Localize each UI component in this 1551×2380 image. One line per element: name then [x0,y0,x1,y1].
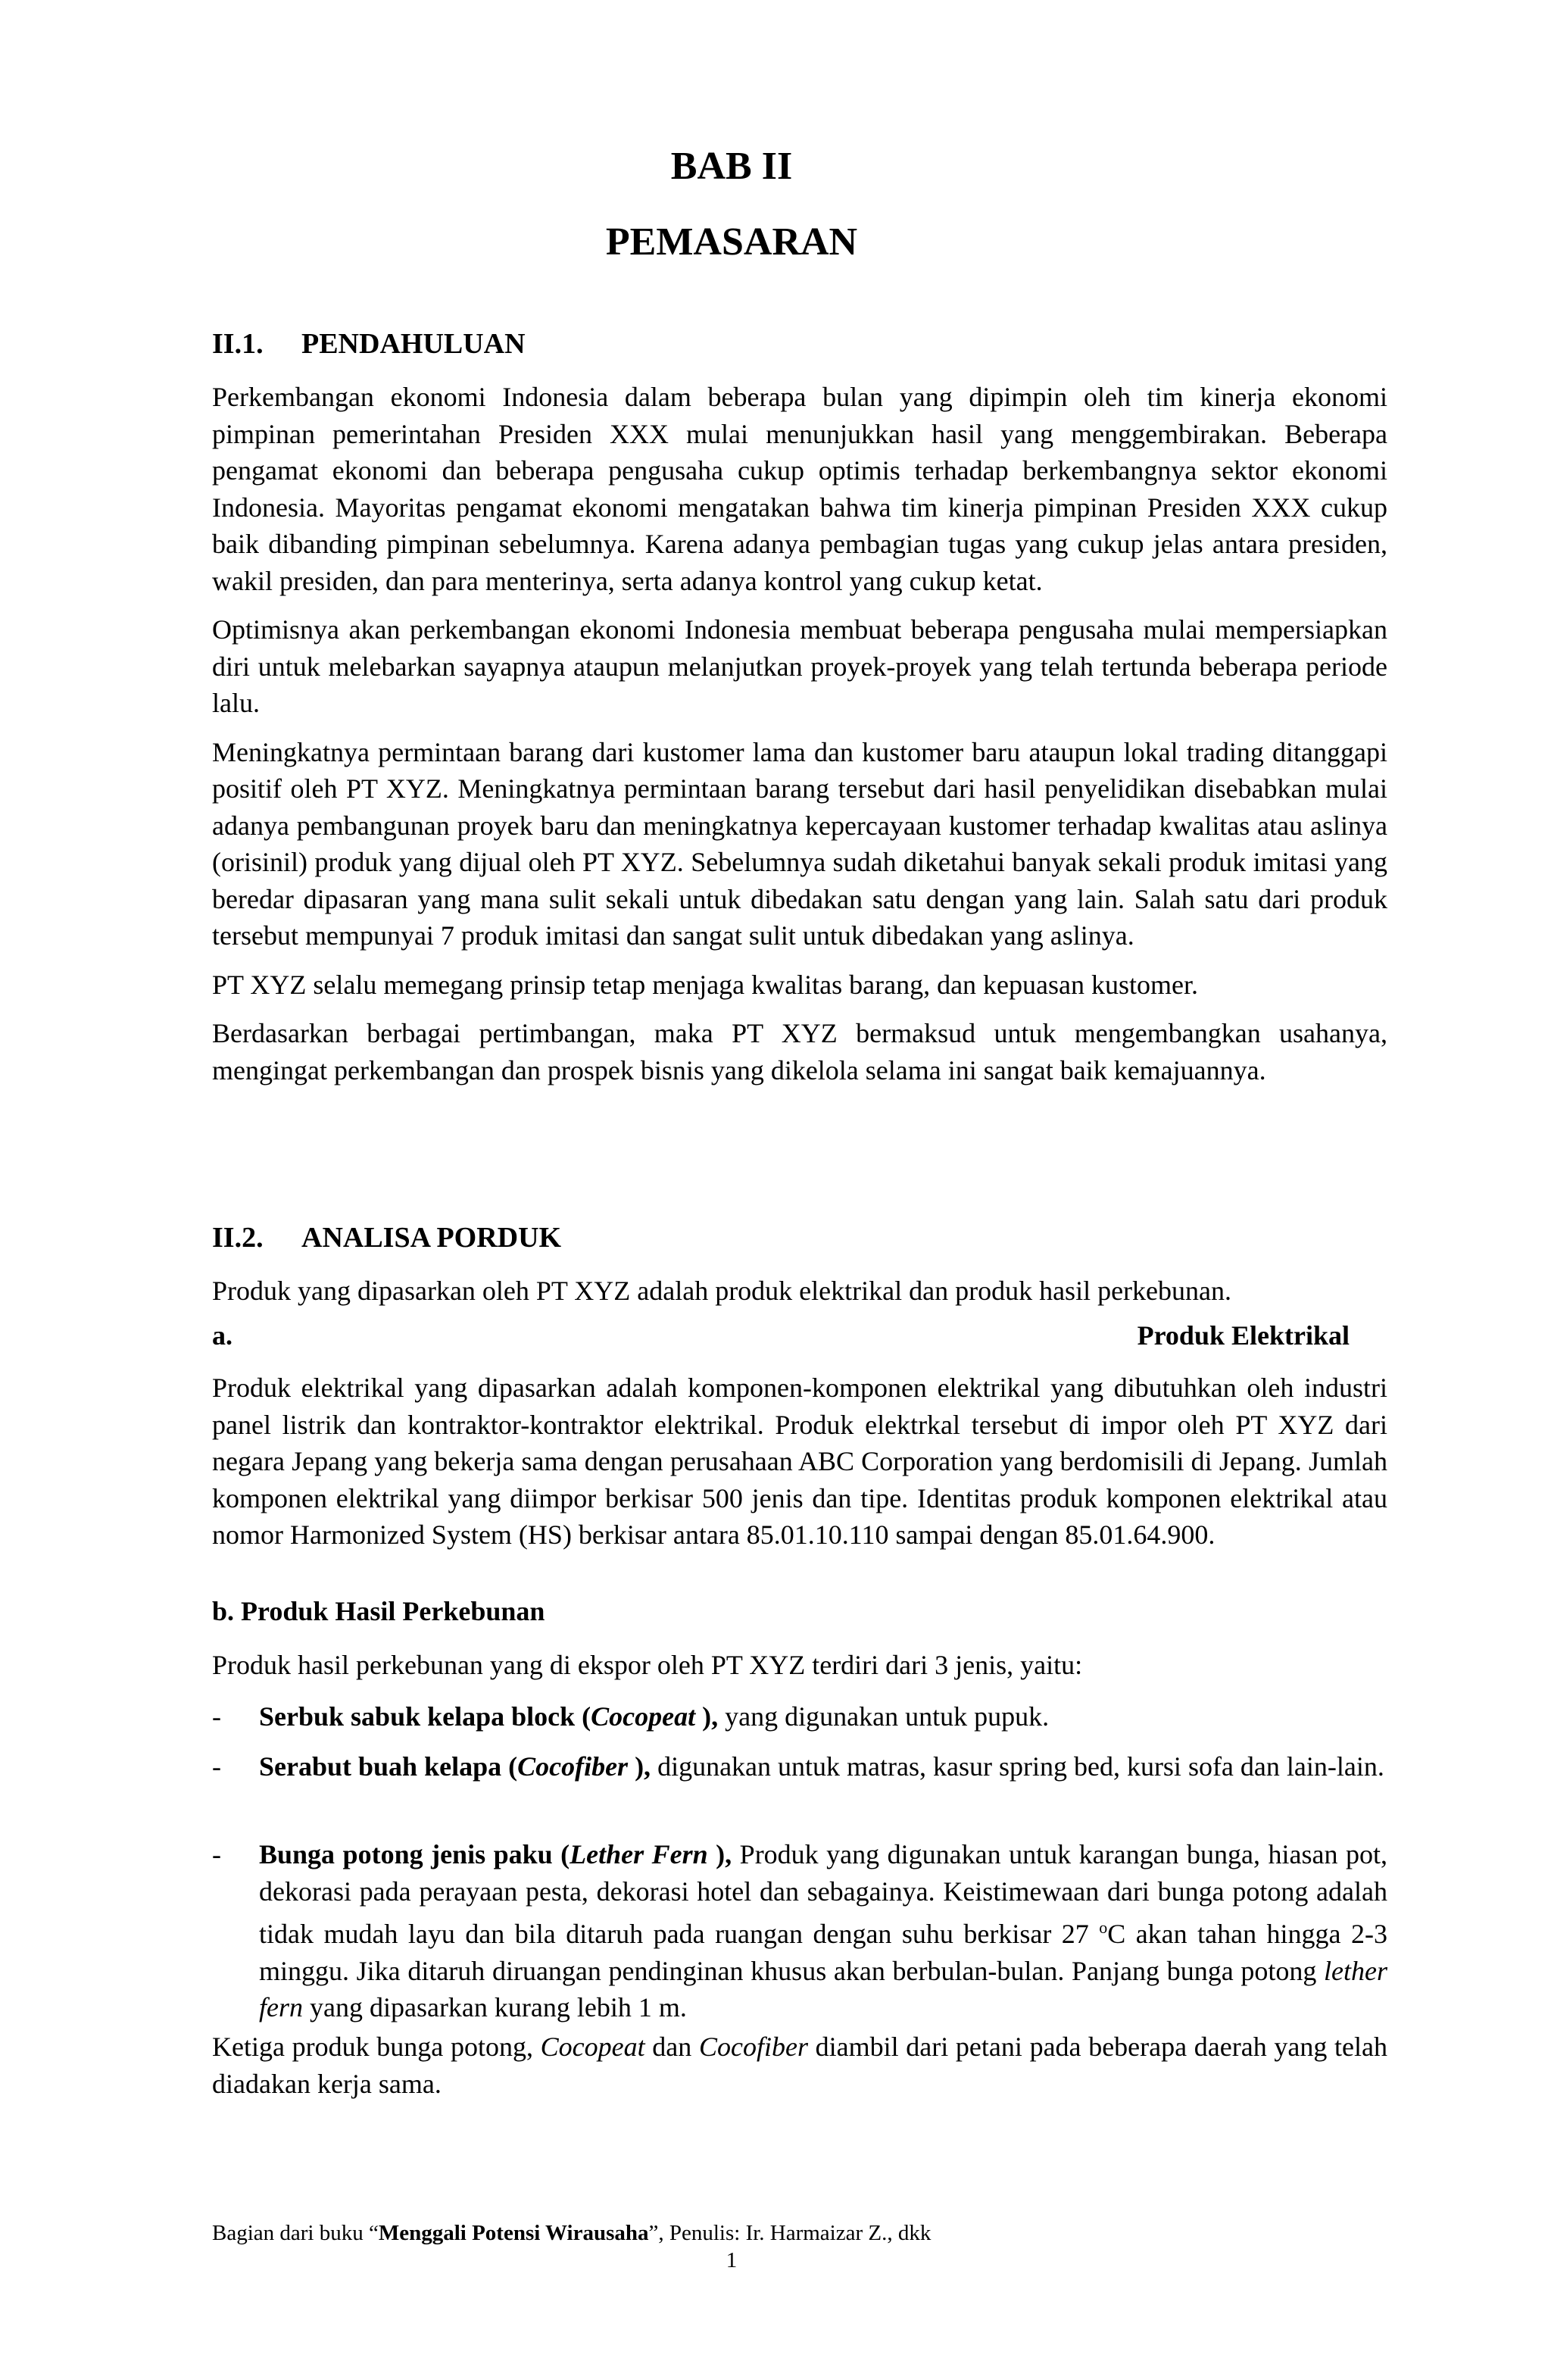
section-2-intro: Produk yang dipasarkan oleh PT XYZ adalah produk elektrikal dan produk hasil perkebunan. [212,1276,1231,1306]
section-1-heading [212,327,526,361]
footer-book-title: Menggali Potensi Wirausaha [378,2221,649,2245]
paragraph: Berdasarkan berbagai pertimbangan, maka PT XYZ bermaksud untuk mengembangkan usahanya, mengingat perkembangan dan prospek bisnis yang dikelola selama ini sangat baik kemajuannya. [212,1018,1387,1085]
closing-paragraph: Ketiga produk bunga potong, Cocopeat dan Cocofiber diambil dari petani pada beberapa daerah yang telah diadakan kerja sama. [212,2032,1388,2099]
section-1-paragraphs [212,379,1387,1088]
section-1-title: PENDAHULUAN [301,328,526,360]
page-body [212,0,1387,2380]
subsection-a-heading [212,1320,1350,1351]
paragraph: Perkembangan ekonomi Indonesia dalam beberapa bulan yang dipimpin oleh tim kinerja ekonomi pimpinan pemerintahan Presiden XXX mulai menunjukkan hasil yang menggembirakan. Beberapa pengamat ekonomi dan beberapa pengusaha cukup optimis terhadap berkembangnya sektor ekonomi Indonesia. Mayoritas pengamat ekonomi mengatakan bahwa tim kinerja pimpinan Presiden XXX cukup baik dibanding pimpinan sebelumnya. Karena adanya pembagian tugas yang cukup jelas antara presiden, wakil presiden, dan para menterinya, serta adanya kontrol yang cukup ketat. [212,382,1387,596]
list-item: - Serabut buah kelapa (Cocofiber ), digunakan untuk matras, kasur spring bed, kursi sofa dan lain-lain. [212,1748,1387,1785]
subsection-b-heading: b. Produk Hasil Perkebunan [212,1596,545,1626]
paragraph: Meningkatnya permintaan barang dari kustomer lama dan kustomer baru ataupun lokal trading ditanggapi positif oleh PT XYZ. Meningkatnya permintaan barang tersebut dari hasil penyelidikan disebabkan mulai adanya pembangunan proyek baru dan meningkatnya kepercayaan kustomer terhadap kwalitas atau aslinya (orisinil) produk yang dijual oleh PT XYZ. Sebelumnya sudah diketahui banyak sekali produk imitasi yang beredar dipasaran yang mana sulit sekali untuk dibedakan satu dengan yang lain. Salah satu dari produk tersebut mempunyai 7 produk imitasi dan sangat sulit untuk dibedakan yang aslinya. [212,736,1387,951]
list-item: - Serbuk sabuk kelapa block (Cocopeat ), yang digunakan untuk pupuk. [212,1698,1387,1735]
paragraph: Optimisnya akan perkembangan ekonomi Indonesia membuat beberapa pengusaha mulai mempersiapkan diri untuk melebarkan sayapnya ataupun melanjutkan proyek-proyek yang telah tertunda beberapa periode lalu. [212,614,1387,718]
bullet-dash: - [212,1839,221,1869]
section-2-title: ANALISA PORDUK [301,1222,562,1254]
subsection-a-letter: a. [212,1320,232,1351]
subsection-b-intro: Produk hasil perkebunan yang di ekspor oleh PT XYZ terdiri dari 3 jenis, yaitu: [212,1650,1083,1680]
page-number: 1 [726,2248,738,2272]
subsection-a-title: Produk Elektrikal [1137,1320,1350,1351]
section-2-heading [212,1221,561,1254]
chapter-title: PEMASARAN [605,220,858,264]
chapter-label: BAB II [670,145,793,188]
section-1-number: II.1. [212,328,264,360]
page-footer: Bagian dari buku “Menggali Potensi Wirausaha”, Penulis: Ir. Harmaizar Z., dkk [212,2221,932,2245]
section-2-number: II.2. [212,1222,264,1254]
bullet-dash: - [212,1751,221,1782]
bullet-dash: - [212,1701,221,1732]
subsection-a-paragraph: Produk elektrikal yang dipasarkan adalah komponen-komponen elektrikal yang dibutuhkan oleh industri panel listrik dan kontraktor-kontraktor elektrikal. Produk elektrkal tersebut di impor oleh PT XYZ dari negara Jepang yang bekerja sama dengan perusahaan ABC Corporation yang berdomisili di Jepang. Jumlah komponen elektrikal yang diimpor berkisar 500 jenis dan tipe. Identitas produk komponen elektrikal atau nomor Harmonized System (HS) berkisar antara 85.01.10.110 sampai dengan 85.01.64.900. [212,1373,1387,1550]
paragraph: PT XYZ selalu memegang prinsip tetap menjaga kwalitas barang, dan kepuasan kustomer. [212,969,1198,1000]
list-item: - Bunga potong jenis paku (Lether Fern ), Produk yang digunakan untuk karangan bunga, hiasan pot, dekorasi pada perayaan pesta, dekorasi hotel dan sebagainya. Keistimewaan dari bunga potong adalah tidak mudah layu dan bila ditaruh pada ruangan dengan suhu berkisar 27 $^o$C akan tahan hingga 2-3 minggu. Jika ditaruh diruangan pendinginan khusus akan berbulan-bulan. Panjang bunga potong lether fern yang dipasarkan kurang lebih 1 m. [212,1836,1387,2026]
